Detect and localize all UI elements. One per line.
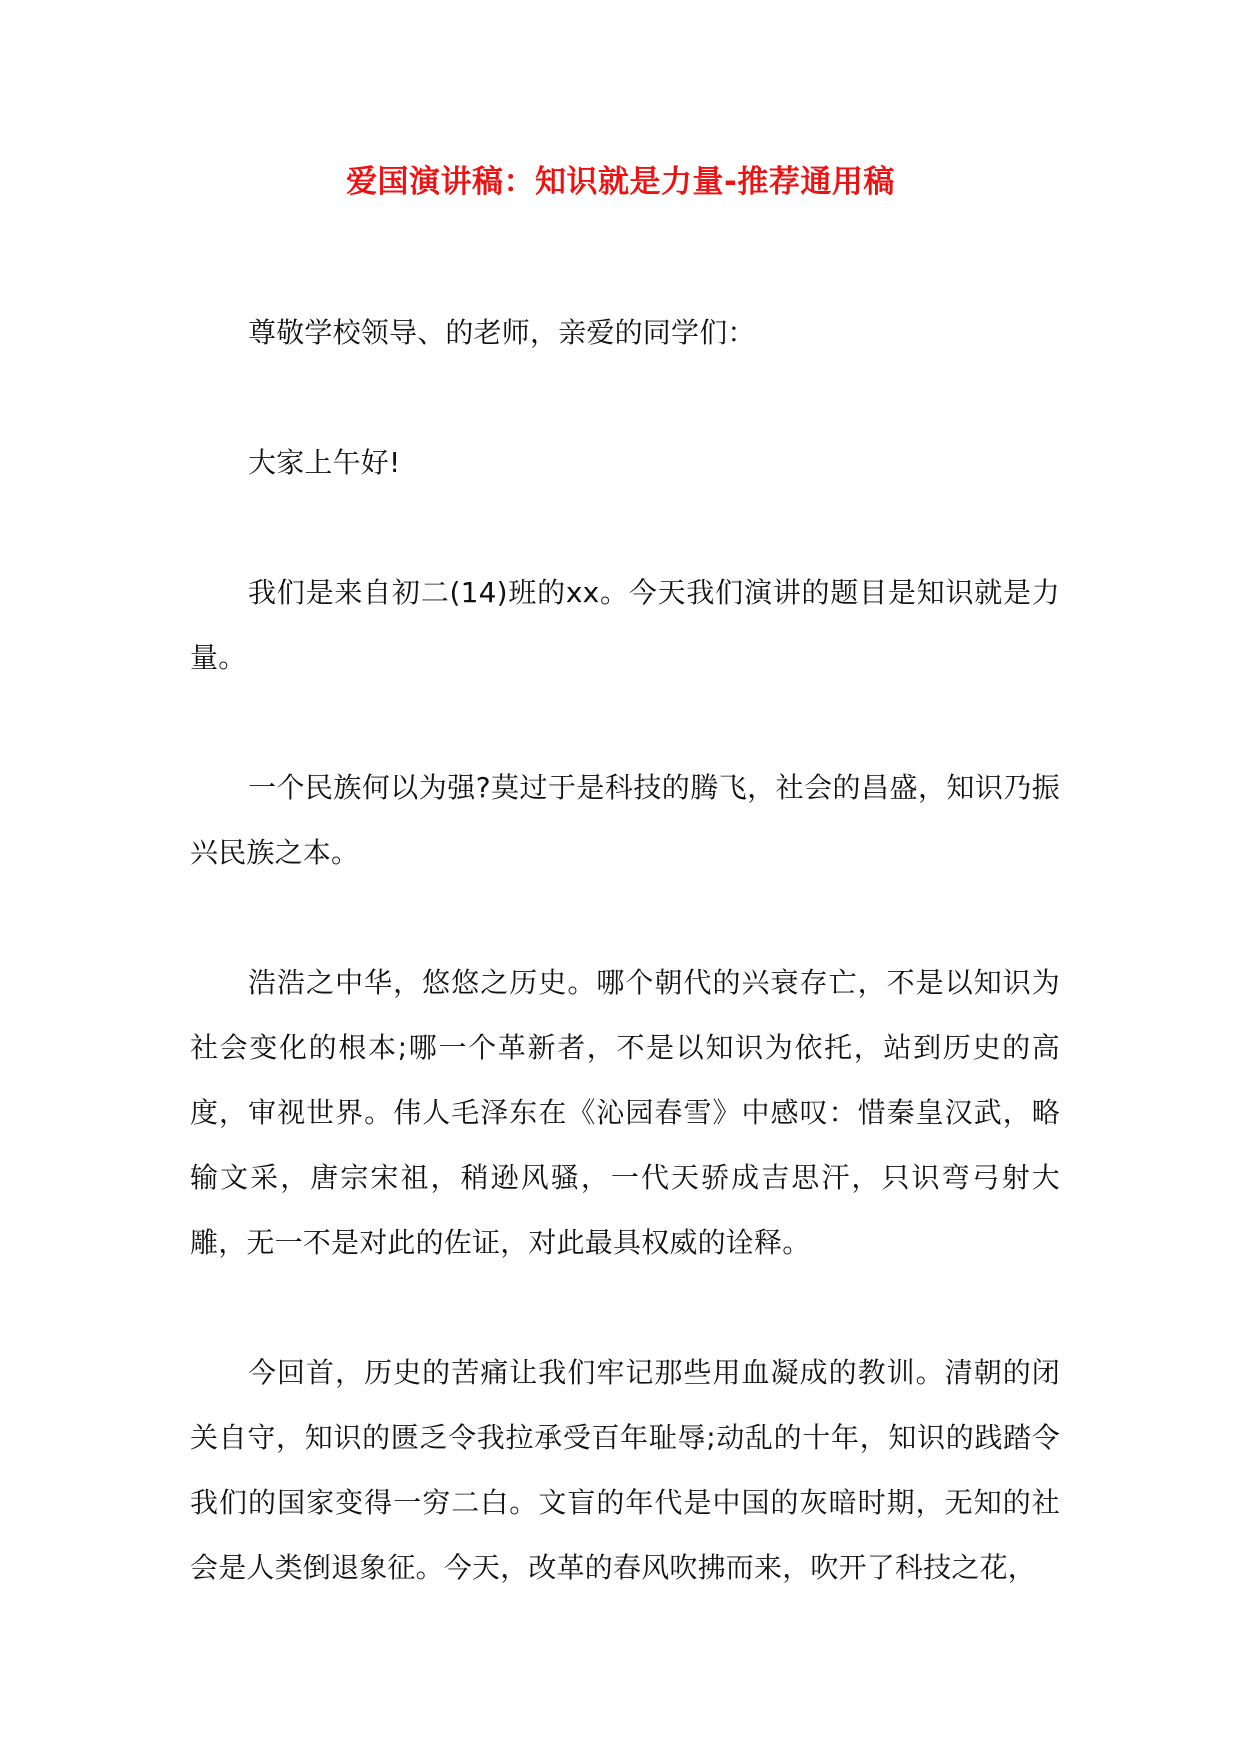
paragraph-introduction: 我们是来自初二(14)班的xx。今天我们演讲的题目是知识就是力量。 (190, 576, 1060, 674)
paragraph-lessons: 今回首，历史的苦痛让我们牢记那些用血凝成的教训。清朝的闭关自守，知识的匮乏令我拉承受百年耻辱;动乱的十年，知识的践踏令我们的国家变得一穷二白。文盲的年代是中国的灰暗时期，无知的社会是人类倒退象征。今天，改革的春风吹拂而来，吹开了科技之花， (190, 1356, 1060, 1584)
paragraph-history: 浩浩之中华，悠悠之历史。哪个朝代的兴衰存亡，不是以知识为社会变化的根本;哪一个革新者，不是以知识为依托，站到历史的高度，审视世界。伟人毛泽东在《沁园春雪》中感叹：惜秦皇汉武，略输文采，唐宗宋祖，稍逊风骚，一代天骄成吉思汗，只识弯弓射大雕，无一不是对此的佐证，对此最具权威的诠释。 (190, 966, 1060, 1259)
paragraph-salutation: 尊敬学校领导、的老师，亲爱的同学们： (248, 316, 756, 349)
document-body (190, 300, 1060, 1665)
paragraph-nation-strength: 一个民族何以为强?莫过于是科技的腾飞，社会的昌盛，知识乃振兴民族之本。 (190, 771, 1060, 869)
document-title: 爱国演讲稿：知识就是力量-推荐通用稿 (346, 164, 895, 200)
paragraph-greeting: 大家上午好! (248, 446, 401, 479)
